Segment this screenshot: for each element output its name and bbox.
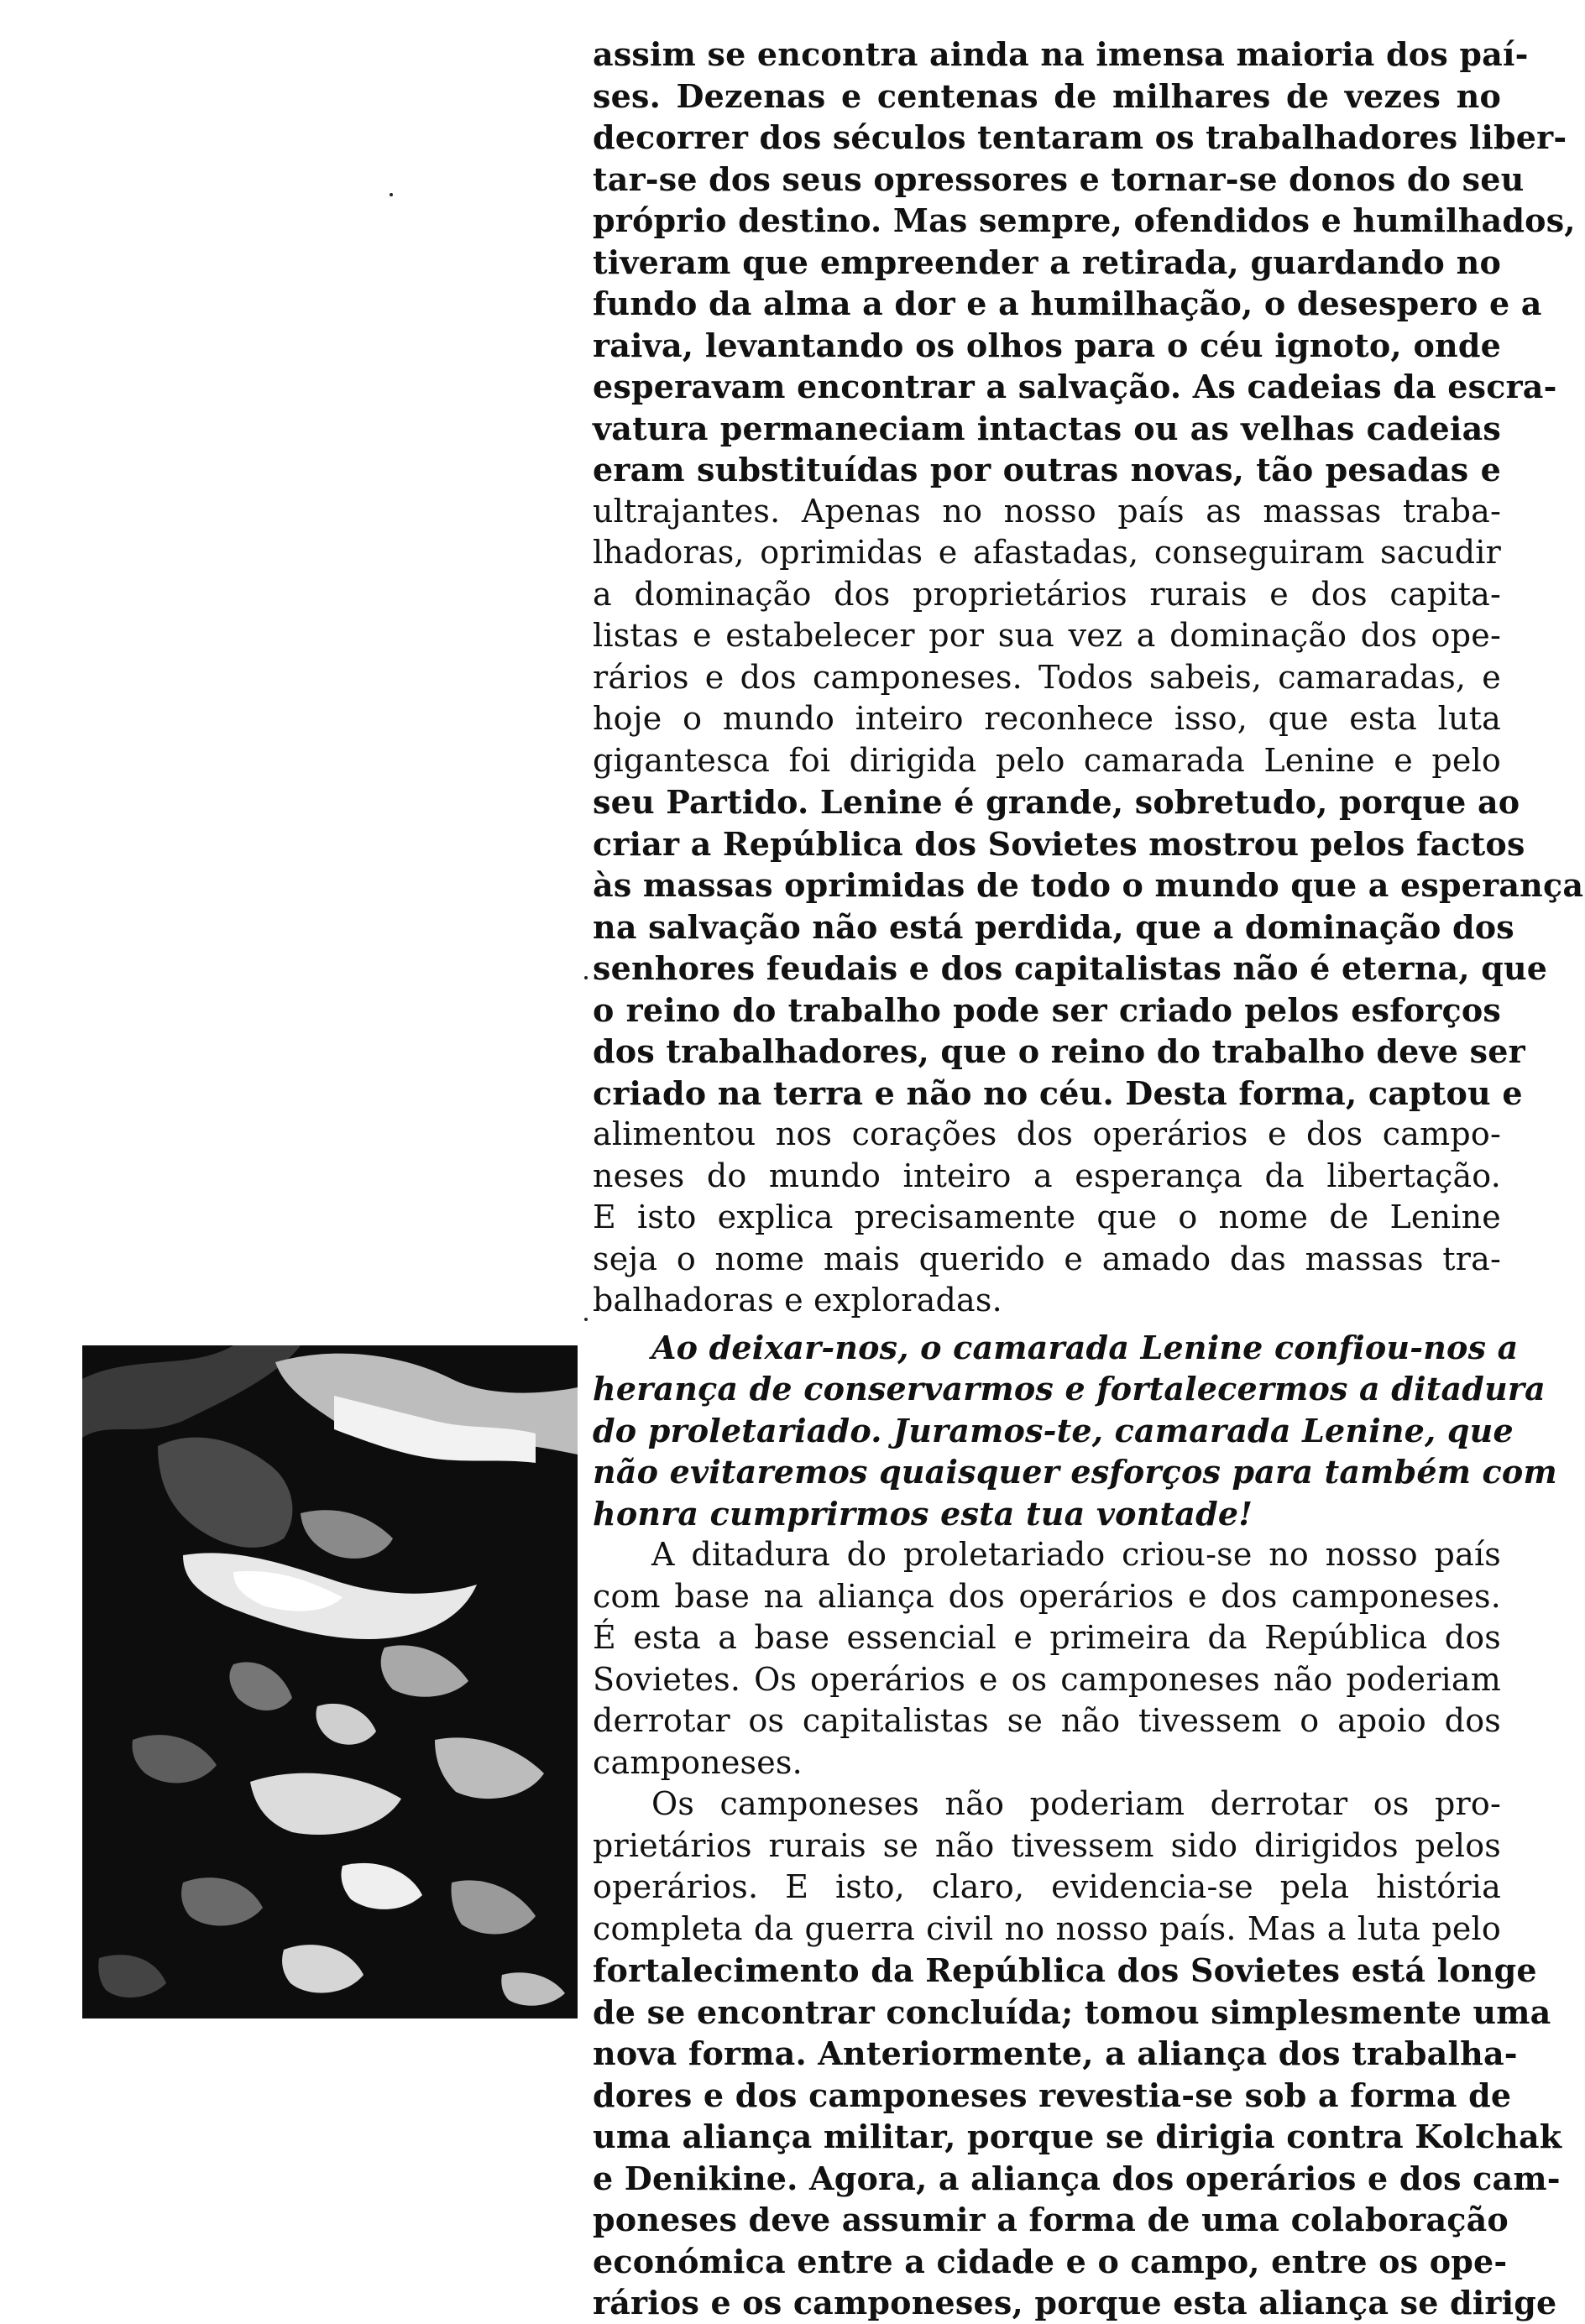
text-line: balhadoras e exploradas. [593,1282,1002,1319]
text-line: poneses deve assumir a forma de uma colaboração [593,2201,1509,2238]
paragraph-3 [593,1534,1501,1783]
text-line: fundo da alma a dor e a humilhação, o desespero e a [593,285,1542,322]
text-line: dos trabalhadores, que o reino do trabalho deve ser [593,1032,1525,1070]
text-line: alimentou nos corações dos operários e dos campo- [593,1115,1501,1152]
text-line: às massas oprimidas de todo o mundo que a esperança [593,866,1584,904]
text-line: o reino do trabalho pode ser criado pelos esforços [593,990,1501,1029]
text-line: fortalecimento da República dos Sovietes está longe [593,1951,1537,1989]
text-line: lhadoras, oprimidas e afastadas, conseguiram sacudir [593,534,1501,571]
text-line: na salvação não está perdida, que a dominação dos [593,907,1514,946]
text-line: listas e estabelecer por sua vez a dominação dos ope- [593,617,1501,654]
text-line: Sovietes. Os operários e os camponeses não poderiam [593,1660,1501,1698]
paragraph-4 [593,1783,1562,2324]
text-line: criado na terra e não no céu. Desta forma, captou e [593,1073,1523,1112]
text-line: ses. Dezenas e centenas de milhares de vezes no [593,76,1501,115]
text-line: senhores feudais e dos capitalistas não é eterna, que [593,949,1548,987]
text-line: uma aliança militar, porque se dirigia contra Kolchak [593,2118,1562,2155]
text-line: ultrajantes. Apenas no nosso país as massas traba- [593,492,1501,530]
text-line: tiveram que empreender a retirada, guardando no [593,243,1501,281]
portrait-photo-graphic [82,1345,578,2018]
text-line: com base na aliança dos operários e dos camponeses. [593,1577,1501,1615]
text-line: e Denikine. Agora, a aliança dos operários e dos cam- [593,2159,1561,2197]
text-line: económica entre a cidade e o campo, entre os ope- [593,2242,1508,2280]
text-line: rários e os camponeses, porque esta aliança se dirige [593,2284,1557,2321]
text-line: vatura permaneciam intactas ou as velhas cadeias [593,409,1501,447]
text-line: gigantesca foi dirigida pelo camarada Lenine e pelo [593,741,1501,779]
text-line: esperavam encontrar a salvação. As cadeias da escra- [593,368,1557,405]
text-line: eram substituídas por outras novas, tão pesadas e [593,451,1501,488]
text-line: dores e dos camponeses revestia-se sob a forma de [593,2076,1512,2114]
text-line: de se encontrar concluída; tomou simplesmente uma [593,1992,1551,2031]
text-line: derrotar os capitalistas se não tivessem o apoio dos [593,1702,1501,1739]
text-line: criar a República dos Sovietes mostrou pelos factos [593,824,1525,863]
text-line: seja o nome mais querido e amado das massas tra- [593,1240,1501,1277]
paragraph-1 [593,34,1584,1322]
stray-mark [584,976,588,979]
text-line: do proletariado. Juramos-te, camarada Lenine, que [593,1411,1514,1449]
text-line: rários e dos camponeses. Todos sabeis, camaradas, e [593,658,1501,696]
portrait-photo [82,1345,578,2018]
text-line: raiva, levantando os olhos para o céu ignoto, onde [593,326,1501,364]
stray-mark [584,1318,588,1321]
text-line: completa da guerra civil no nosso país. Mas a luta pelo [593,1909,1501,1947]
paragraph-2-italic-pledge [593,1327,1557,1535]
text-line: a dominação dos proprietários rurais e dos capita- [593,575,1501,613]
text-line: prietários rurais se não tivessem sido dirigidos pelos [593,1826,1501,1864]
text-line: tar-se dos seus opressores e tornar-se donos do seu [593,159,1525,198]
text-line: não evitaremos quaisquer esforços para também com [593,1453,1557,1491]
text-line: herança de conservarmos e fortalecermos a ditadura [593,1370,1546,1407]
text-line: seu Partido. Lenine é grande, sobretudo, porque ao [593,783,1520,821]
article-column [593,34,1584,2324]
text-line: decorrer dos séculos tentaram os trabalhadores liber- [593,118,1567,156]
text-line: Ao deixar-nos, o camarada Lenine confiou-nos a [651,1328,1519,1366]
text-line: A ditadura do proletariado criou-se no nosso país [651,1536,1501,1573]
text-line: Os camponeses não poderiam derrotar os pro- [651,1785,1501,1822]
text-line: próprio destino. Mas sempre, ofendidos e humilhados, [593,201,1576,239]
text-line: honra cumprirmos esta tua vontade! [593,1494,1253,1533]
text-line: neses do mundo inteiro a esperança da libertação. [593,1157,1501,1194]
stray-mark [390,193,393,196]
text-line: hoje o mundo inteiro reconhece isso, que esta luta [593,700,1501,737]
text-line: operários. E isto, claro, evidencia-se pela história [593,1868,1501,1905]
text-line: E isto explica precisamente que o nome de Lenine [593,1199,1501,1235]
text-line: nova forma. Anteriormente, a aliança dos trabalha- [593,2034,1518,2072]
text-line: assim se encontra ainda na imensa maioria dos paí- [593,35,1529,73]
text-line: camponeses. [593,1743,803,1781]
text-line: É esta a base essencial e primeira da República dos [593,1619,1501,1656]
